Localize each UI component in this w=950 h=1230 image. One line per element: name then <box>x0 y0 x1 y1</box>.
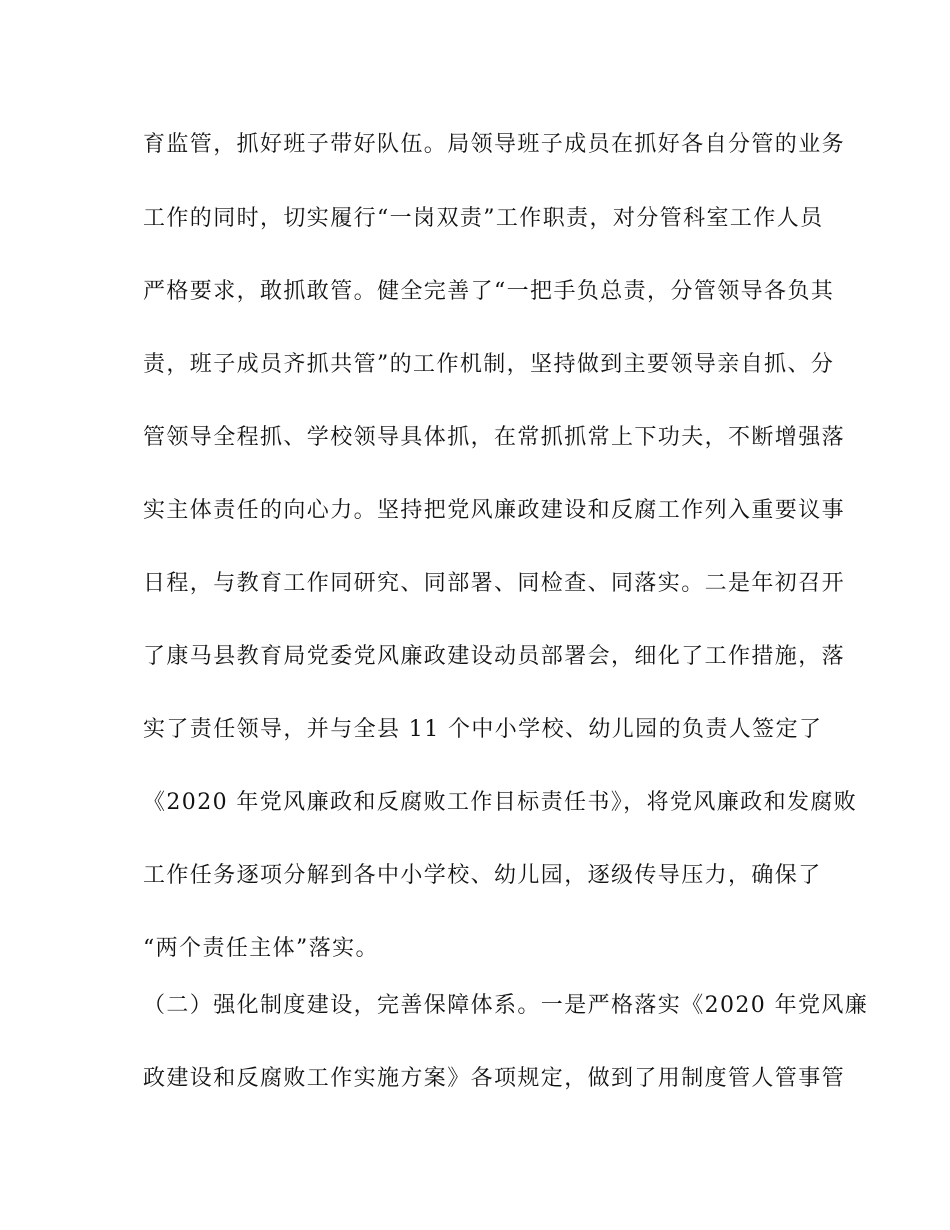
paragraph-line: 《2020 年党风廉政和反腐败工作目标责任书》，将党风廉政和发腐败 <box>143 790 858 815</box>
paragraph-line: 实了责任领导，并与全县 11 个中小学校、幼儿园的负责人签定了 <box>143 717 823 742</box>
paragraph-line: 育监管，抓好班子带好队伍。局领导班子成员在抓好各自分管的业务 <box>143 132 846 157</box>
section-heading-line: （二）强化制度建设，完善保障体系。一是严格落实《2020 年党风廉 <box>143 993 869 1018</box>
paragraph-line: 了康马县教育局党委党风廉政建设动员部署会，细化了工作措施，落 <box>143 644 846 669</box>
paragraph-line: 工作的同时，切实履行“一岗双责”工作职责，对分管科室工作人员 <box>143 206 824 231</box>
paragraph-line: 管领导全程抓、学校领导具体抓，在常抓抓常上下功夫，不断增强落 <box>143 425 846 450</box>
paragraph-line: “两个责任主体”落实。 <box>143 936 379 961</box>
paragraph-line: 日程，与教育工作同研究、同部署、同检查、同落实。二是年初召开 <box>143 571 846 596</box>
paragraph-line: 政建设和反腐败工作实施方案》各项规定，做到了用制度管人管事管 <box>143 1066 846 1091</box>
paragraph-line: 严格要求，敢抓敢管。健全完善了“一把手负总责，分管领导各负其 <box>143 279 835 304</box>
paragraph-line: 实主体责任的向心力。坚持把党风廉政建设和反腐工作列入重要议事 <box>143 498 846 523</box>
paragraph-line: 责，班子成员齐抓共管”的工作机制，坚持做到主要领导亲自抓、分 <box>143 352 835 377</box>
paragraph-line: 工作任务逐项分解到各中小学校、幼儿园，逐级传导压力，确保了 <box>143 863 822 888</box>
